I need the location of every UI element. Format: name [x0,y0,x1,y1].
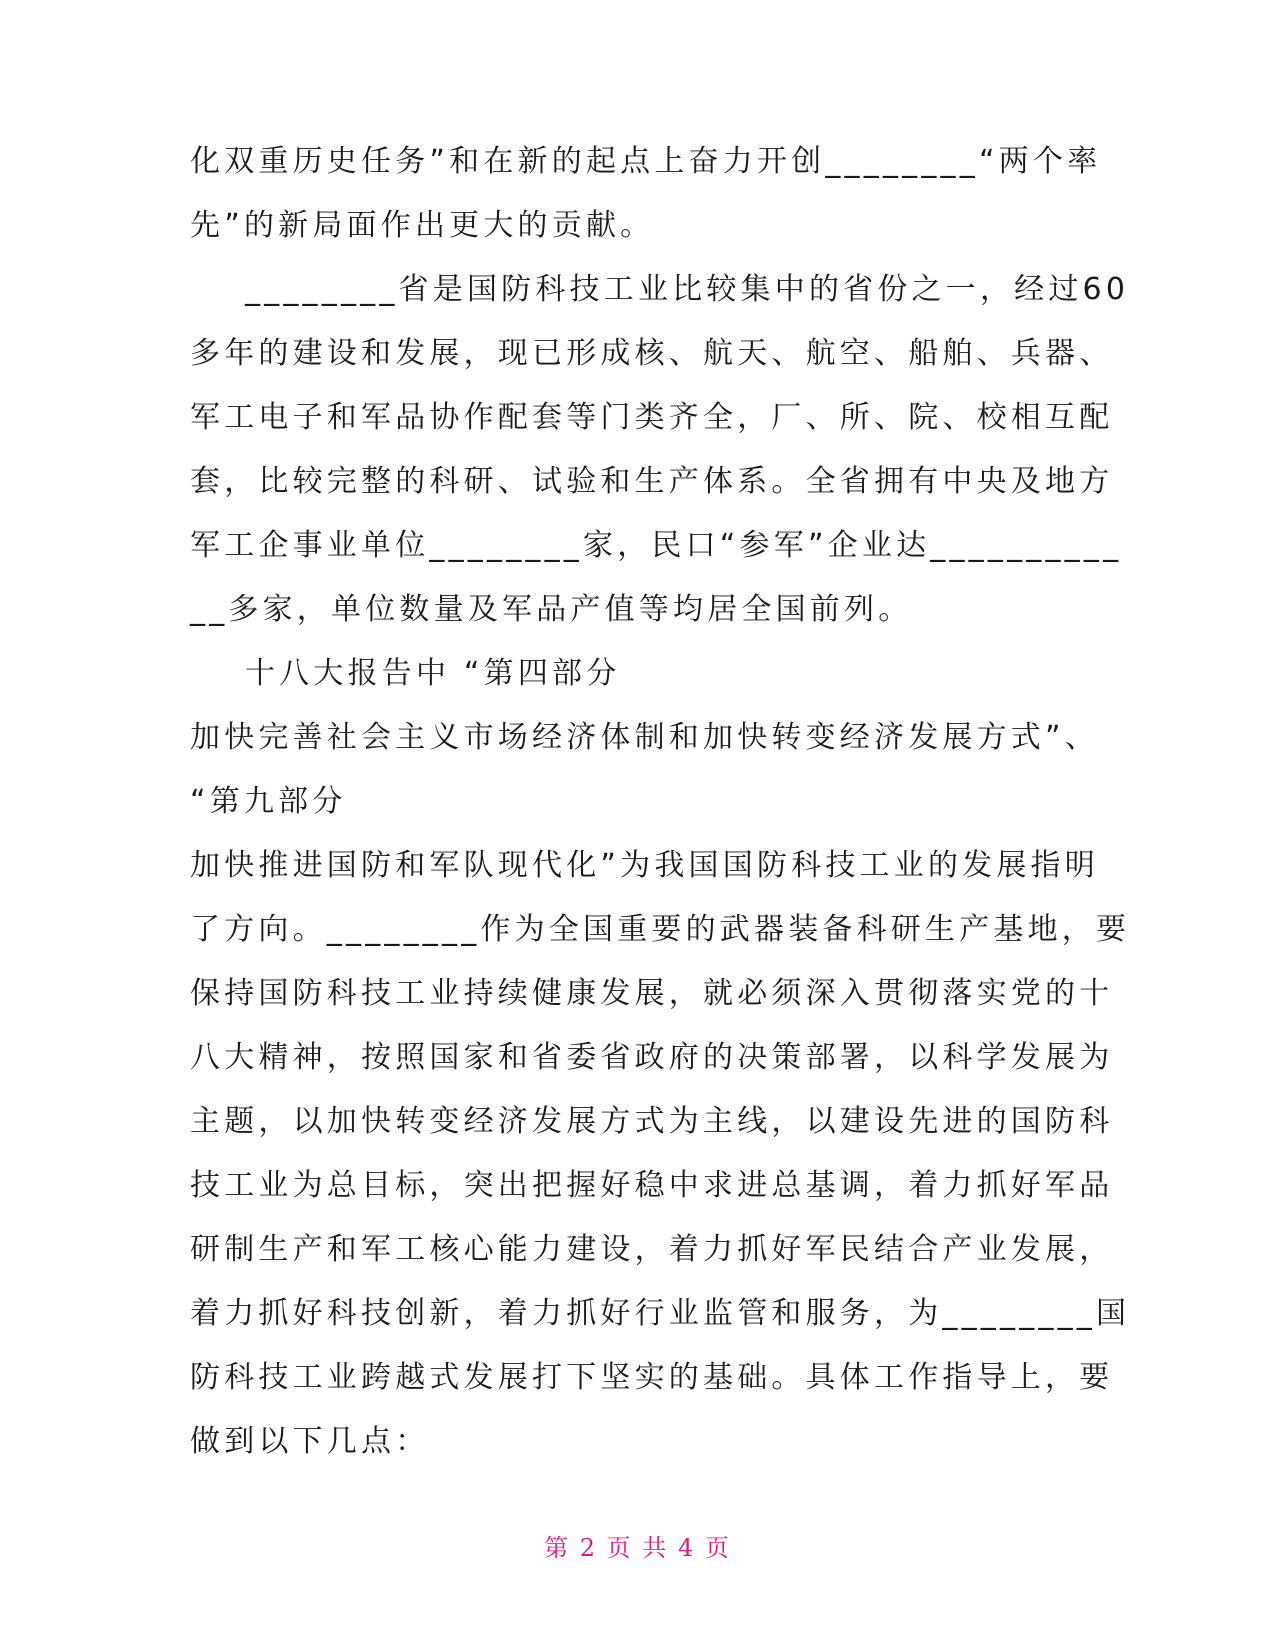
text-line: 了方向。________作为全国重要的武器装备科研生产基地，要 [190,912,1131,947]
text-line: ________省是国防科技工业比较集中的省份之一，经过60 [190,272,1130,307]
page-number-footer: 第 2 页 共 4 页 [544,1534,731,1562]
text-line: “第九部分 [190,784,347,819]
text-line: 军工企事业单位________家，民口“参军”企业达__________ [190,528,1123,563]
text-line: 加快完善社会主义市场经济体制和加快转变经济发展方式”、 [190,720,1099,755]
text-line: 着力抓好科技创新，着力抓好行业监管和服务，为________国 [190,1296,1131,1331]
text-line: 化双重历史任务”和在新的起点上奋力开创________“两个率 [190,144,1102,179]
text-line: 主题，以加快转变经济发展方式为主线，以建设先进的国防科 [190,1104,1114,1139]
text-line: 十八大报告中 “第四部分 [190,656,621,691]
text-line: 八大精神，按照国家和省委省政府的决策部署，以科学发展为 [190,1040,1114,1075]
text-line: 做到以下几点： [190,1424,430,1459]
text-line: 加快推进国防和军队现代化”为我国国防科技工业的发展指明 [190,848,1099,883]
text-line: 防科技工业跨越式发展打下坚实的基础。具体工作指导上，要 [190,1360,1114,1395]
text-line: 研制生产和军工核心能力建设，着力抓好军民结合产业发展， [190,1232,1114,1267]
text-line: 多年的建设和发展，现已形成核、航天、航空、船舶、兵器、 [190,336,1114,371]
text-line: __多家，单位数量及军品产值等均居全国前列。 [190,592,913,627]
text-line: 先”的新局面作出更大的贡献。 [190,208,655,243]
text-line: 军工电子和军品协作配套等门类齐全，厂、所、院、校相互配 [190,400,1114,435]
text-line: 技工业为总目标，突出把握好稳中求进总基调，着力抓好军品 [190,1168,1114,1203]
text-line: 保持国防科技工业持续健康发展，就必须深入贯彻落实党的十 [190,976,1114,1011]
text-line: 套，比较完整的科研、试验和生产体系。全省拥有中央及地方 [190,464,1114,499]
